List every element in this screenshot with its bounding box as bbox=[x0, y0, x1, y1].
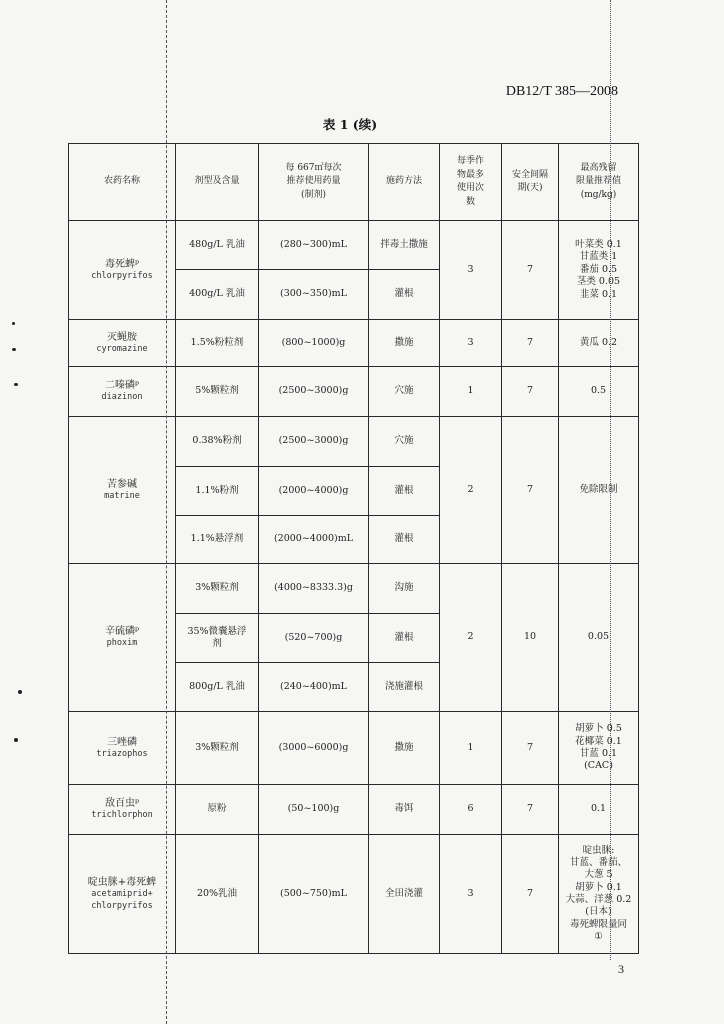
method-cell: 全田浇灌 bbox=[369, 835, 440, 954]
pesticide-name-cn: 敌百虫ᵖ bbox=[105, 798, 139, 810]
max-uses-cell: 6 bbox=[440, 785, 502, 835]
max-uses-cell: 2 bbox=[440, 564, 502, 712]
safety-interval-cell: 10 bbox=[502, 564, 559, 712]
page-number: 3 bbox=[618, 962, 624, 976]
pesticide-name-en: phoxim bbox=[106, 638, 138, 649]
pesticide-name-cn: 苦参碱 bbox=[107, 478, 137, 490]
pesticide-name-cell bbox=[69, 785, 176, 835]
dosage-cell: (50~100)g bbox=[259, 785, 369, 835]
table-row bbox=[69, 320, 639, 367]
safety-interval-cell: 7 bbox=[502, 320, 559, 367]
pesticide-name-en: trichlorphon bbox=[91, 810, 153, 821]
scan-speck bbox=[14, 738, 18, 742]
mrl-cell: 黄瓜 0.2 bbox=[559, 320, 639, 367]
method-cell: 浇施灌根 bbox=[369, 663, 440, 712]
safety-interval-cell: 7 bbox=[502, 712, 559, 785]
col-header-dosage: 每 667㎡每次 推荐使用药量 (制剂) bbox=[259, 144, 369, 221]
table-row bbox=[69, 417, 639, 467]
method-cell: 灌根 bbox=[369, 614, 440, 663]
pesticide-name-cell bbox=[69, 835, 176, 954]
pesticide-name-cn: 啶虫脒+毒死蜱 bbox=[87, 877, 157, 889]
safety-interval-cell: 7 bbox=[502, 221, 559, 320]
method-cell: 灌根 bbox=[369, 270, 440, 320]
method-cell: 撒施 bbox=[369, 320, 440, 367]
scan-speck bbox=[12, 348, 16, 351]
col-header-formulation: 剂型及含量 bbox=[176, 144, 259, 221]
max-uses-cell: 3 bbox=[440, 835, 502, 954]
pesticide-name-cell bbox=[69, 367, 176, 417]
method-cell: 穴施 bbox=[369, 367, 440, 417]
method-cell: 灌根 bbox=[369, 467, 440, 516]
table-row bbox=[69, 712, 639, 785]
dosage-cell: (280~300)mL bbox=[259, 221, 369, 270]
max-uses-cell: 3 bbox=[440, 221, 502, 320]
pesticide-name-en: matrine bbox=[104, 490, 140, 501]
pesticide-name-en: triazophos bbox=[96, 748, 148, 759]
table-header-row bbox=[69, 144, 639, 221]
dosage-cell: (2500~3000)g bbox=[259, 367, 369, 417]
col-header-mrl: 最高残留 限量推荐值 (mg/kg) bbox=[559, 144, 639, 221]
formulation-cell: 0.38%粉剂 bbox=[176, 417, 259, 467]
formulation-cell: 1.5%粉粒剂 bbox=[176, 320, 259, 367]
safety-interval-cell: 7 bbox=[502, 835, 559, 954]
table-body bbox=[69, 221, 639, 954]
col-header-pesticide-name: 农药名称 bbox=[69, 144, 176, 221]
scan-fold-line bbox=[166, 0, 167, 1024]
document-code: DB12/T 385—2008 bbox=[505, 84, 618, 99]
dosage-cell: (2000~4000)g bbox=[259, 467, 369, 516]
scan-fold-line bbox=[610, 0, 611, 960]
dosage-cell: (500~750)mL bbox=[259, 835, 369, 954]
mrl-cell: 叶菜类 0.1 甘蓝类 1 番茄 0.5 茎类 0.05 韭菜 0.1 bbox=[559, 221, 639, 320]
formulation-cell: 5%颗粒剂 bbox=[176, 367, 259, 417]
pesticide-name-cn: 辛硫磷ᵖ bbox=[105, 626, 139, 638]
mrl-cell: 胡萝卜 0.5 花椰菜 0.1 甘蓝 0.1 (CAC) bbox=[559, 712, 639, 785]
table-row bbox=[69, 835, 639, 954]
method-cell: 拌毒土撒施 bbox=[369, 221, 440, 270]
pesticide-name-cn: 二嗪磷ᵖ bbox=[105, 380, 139, 392]
max-uses-cell: 1 bbox=[440, 367, 502, 417]
safety-interval-cell: 7 bbox=[502, 367, 559, 417]
dosage-cell: (800~1000)g bbox=[259, 320, 369, 367]
scan-speck bbox=[14, 383, 18, 386]
formulation-cell: 400g/L 乳油 bbox=[176, 270, 259, 320]
dosage-cell: (520~700)g bbox=[259, 614, 369, 663]
mrl-cell: 0.1 bbox=[559, 785, 639, 835]
formulation-cell: 35%微囊悬浮 剂 bbox=[176, 614, 259, 663]
mrl-cell: 0.05 bbox=[559, 564, 639, 712]
max-uses-cell: 1 bbox=[440, 712, 502, 785]
dosage-cell: (3000~6000)g bbox=[259, 712, 369, 785]
pesticide-name-en: cyromazine bbox=[96, 343, 148, 354]
formulation-cell: 480g/L 乳油 bbox=[176, 221, 259, 270]
safety-interval-cell: 7 bbox=[502, 785, 559, 835]
table-row bbox=[69, 367, 639, 417]
mrl-cell: 啶虫脒: 甘蓝、番茄、 大葱 5 胡萝卜 0.1 大蒜、洋葱 0.2 (日本) 毒死蜱限量同 ① bbox=[559, 835, 639, 954]
method-cell: 沟施 bbox=[369, 564, 440, 614]
mrl-cell: 0.5 bbox=[559, 367, 639, 417]
pesticide-name-en: chlorpyrifos bbox=[91, 270, 153, 281]
pesticide-name-cell bbox=[69, 712, 176, 785]
table-row bbox=[69, 221, 639, 270]
method-cell: 撒施 bbox=[369, 712, 440, 785]
pesticide-name-cell bbox=[69, 417, 176, 564]
pesticide-name-cell bbox=[69, 221, 176, 320]
scan-speck bbox=[18, 690, 22, 694]
table-title: 表 1 (续) bbox=[322, 117, 378, 132]
formulation-cell: 20%乳油 bbox=[176, 835, 259, 954]
mrl-cell: 免除限制 bbox=[559, 417, 639, 564]
pesticide-name-cell bbox=[69, 564, 176, 712]
max-uses-cell: 3 bbox=[440, 320, 502, 367]
pesticide-name-cn: 灭蝇胺 bbox=[107, 331, 137, 343]
formulation-cell: 800g/L 乳油 bbox=[176, 663, 259, 712]
dosage-cell: (2000~4000)mL bbox=[259, 516, 369, 564]
method-cell: 穴施 bbox=[369, 417, 440, 467]
scan-speck bbox=[12, 322, 15, 325]
pesticide-name-cn: 毒死蜱ᵖ bbox=[105, 258, 139, 270]
dosage-cell: (240~400)mL bbox=[259, 663, 369, 712]
method-cell: 毒饵 bbox=[369, 785, 440, 835]
col-header-safety-interval: 安全间隔 期(天) bbox=[502, 144, 559, 221]
formulation-cell: 1.1%悬浮剂 bbox=[176, 516, 259, 564]
formulation-cell: 3%颗粒剂 bbox=[176, 564, 259, 614]
dosage-cell: (2500~3000)g bbox=[259, 417, 369, 467]
pesticide-name-en: diazinon bbox=[101, 392, 143, 403]
formulation-cell: 原粉 bbox=[176, 785, 259, 835]
formulation-cell: 1.1%粉剂 bbox=[176, 467, 259, 516]
formulation-cell: 3%颗粒剂 bbox=[176, 712, 259, 785]
pesticide-name-en: acetamiprid+ chlorpyrifos bbox=[91, 889, 153, 911]
dosage-cell: (300~350)mL bbox=[259, 270, 369, 320]
col-header-method: 施药方法 bbox=[369, 144, 440, 221]
table-row bbox=[69, 564, 639, 614]
col-header-max-uses: 每季作 物最多 使用次 数 bbox=[440, 144, 502, 221]
max-uses-cell: 2 bbox=[440, 417, 502, 564]
table-row bbox=[69, 785, 639, 835]
pesticide-name-cn: 三唑磷 bbox=[107, 736, 137, 748]
dosage-cell: (4000~8333.3)g bbox=[259, 564, 369, 614]
pesticide-name-cell bbox=[69, 320, 176, 367]
pesticide-table bbox=[68, 143, 639, 954]
method-cell: 灌根 bbox=[369, 516, 440, 564]
safety-interval-cell: 7 bbox=[502, 417, 559, 564]
